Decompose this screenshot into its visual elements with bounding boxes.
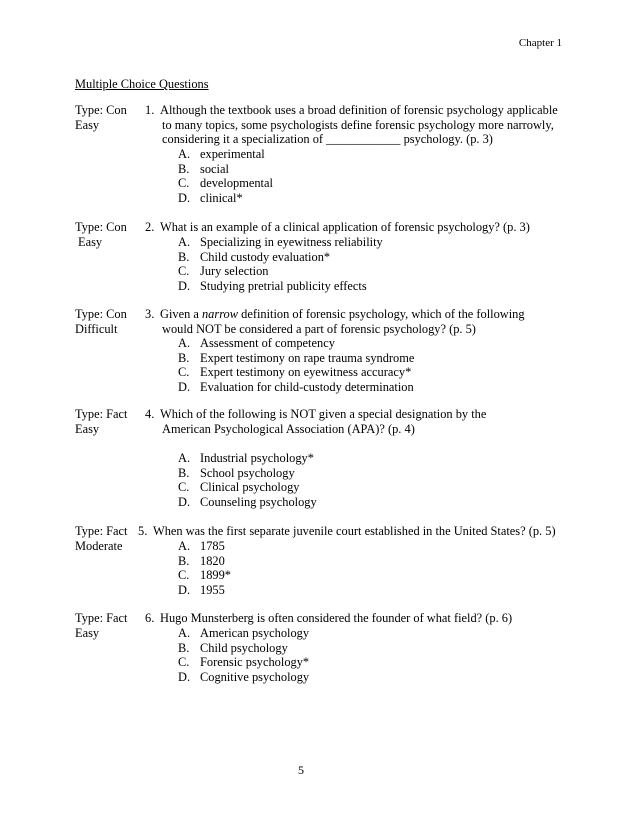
question-stem: [160, 611, 575, 626]
question-difficulty: Easy: [75, 117, 100, 132]
option-c: C. Jury selection: [178, 264, 269, 279]
answer-options: [178, 147, 273, 205]
stem-line: Hugo Munsterberg is often considered the founder of what field? (p. 6): [160, 611, 513, 625]
question-type: [75, 307, 145, 336]
option-a: A. 1785: [178, 539, 225, 553]
question-difficulty: Easy: [75, 625, 100, 640]
chapter-header: Chapter 1: [518, 37, 562, 49]
answer-options: [178, 235, 383, 293]
question-type-label: Type: Fact: [75, 407, 128, 421]
option-a: A. experimental: [178, 147, 265, 161]
option-c: C. Expert testimony on eyewitness accuracy*: [178, 365, 412, 380]
question-number: 2.: [145, 220, 155, 234]
answer-options: [178, 336, 414, 394]
question-difficulty: Difficult: [75, 321, 118, 336]
question-number: 6.: [145, 611, 155, 625]
option-c: C. Clinical psychology: [178, 480, 300, 495]
stem-line: Given a narrow definition of forensic psychology, which of the following: [160, 307, 525, 321]
question-type: [75, 611, 145, 640]
question-type: [75, 103, 145, 132]
answer-options: [178, 626, 309, 684]
question-number: 1.: [145, 103, 155, 117]
option-b: B. Child psychology: [178, 640, 288, 655]
question-number: 4.: [145, 407, 155, 421]
option-b: B. social: [178, 161, 229, 176]
question-difficulty: Moderate: [75, 538, 123, 553]
question-stem: [160, 103, 575, 147]
question-type: [75, 407, 145, 436]
option-b: B. Expert testimony on rape trauma syndrome: [178, 350, 415, 365]
option-c: C. Forensic psychology*: [178, 655, 310, 670]
answer-options: [178, 539, 231, 597]
stem-line: would NOT be considered a part of forensic psychology? (p. 5): [162, 321, 476, 336]
option-a: A. Assessment of competency: [178, 336, 335, 350]
question-type-label: Type: Con: [75, 307, 127, 321]
option-d: D. Evaluation for child-custody determination: [178, 379, 414, 394]
option-d: D. 1955: [178, 582, 225, 597]
page-number: 5: [298, 763, 304, 777]
option-b: B. School psychology: [178, 465, 295, 480]
question-type-label: Type: Con: [75, 103, 127, 117]
stem-line: American Psychological Association (APA)? (p. 4): [162, 421, 415, 436]
option-d: D. Counseling psychology: [178, 494, 317, 509]
question-type: [75, 220, 145, 249]
question-stem: [160, 307, 575, 336]
option-a: A. American psychology: [178, 626, 310, 640]
question-stem: [153, 524, 583, 539]
option-c: C. developmental: [178, 176, 273, 191]
stem-line: When was the first separate juvenile court established in the United States? (p. 5): [153, 524, 556, 538]
question-number: 5.: [138, 524, 148, 538]
option-d: D. Studying pretrial publicity effects: [178, 278, 367, 293]
question-difficulty: Easy: [78, 234, 103, 249]
question-type-label: Type: Con: [75, 220, 127, 234]
option-a: A. Specializing in eyewitness reliability: [178, 235, 383, 249]
stem-line: Although the textbook uses a broad definition of forensic psychology applicable: [160, 103, 558, 117]
question-difficulty: Easy: [75, 421, 100, 436]
option-b: B. Child custody evaluation*: [178, 249, 331, 264]
stem-line: considering it a specialization of ____________ psychology. (p. 3): [162, 132, 493, 147]
section-title: Multiple Choice Questions: [75, 77, 209, 91]
question-type-label: Type: Fact: [75, 611, 128, 625]
option-d: D. clinical*: [178, 190, 243, 205]
question-stem: [160, 220, 575, 235]
stem-line: Which of the following is NOT given a special designation by the: [160, 407, 487, 421]
option-a: A. Industrial psychology*: [178, 451, 314, 465]
emphasized-word: narrow: [201, 307, 239, 321]
question-type-label: Type: Fact: [75, 524, 128, 538]
option-c: C. 1899*: [178, 568, 231, 583]
answer-options: [178, 451, 317, 509]
question-stem: [160, 407, 575, 436]
stem-line: to many topics, some psychologists define forensic psychology more narrowly,: [162, 117, 554, 132]
question-number: 3.: [145, 307, 155, 321]
question-type: [75, 524, 148, 553]
option-d: D. Cognitive psychology: [178, 669, 310, 684]
option-b: B. 1820: [178, 553, 225, 568]
stem-line: What is an example of a clinical application of forensic psychology? (p. 3): [160, 220, 530, 234]
